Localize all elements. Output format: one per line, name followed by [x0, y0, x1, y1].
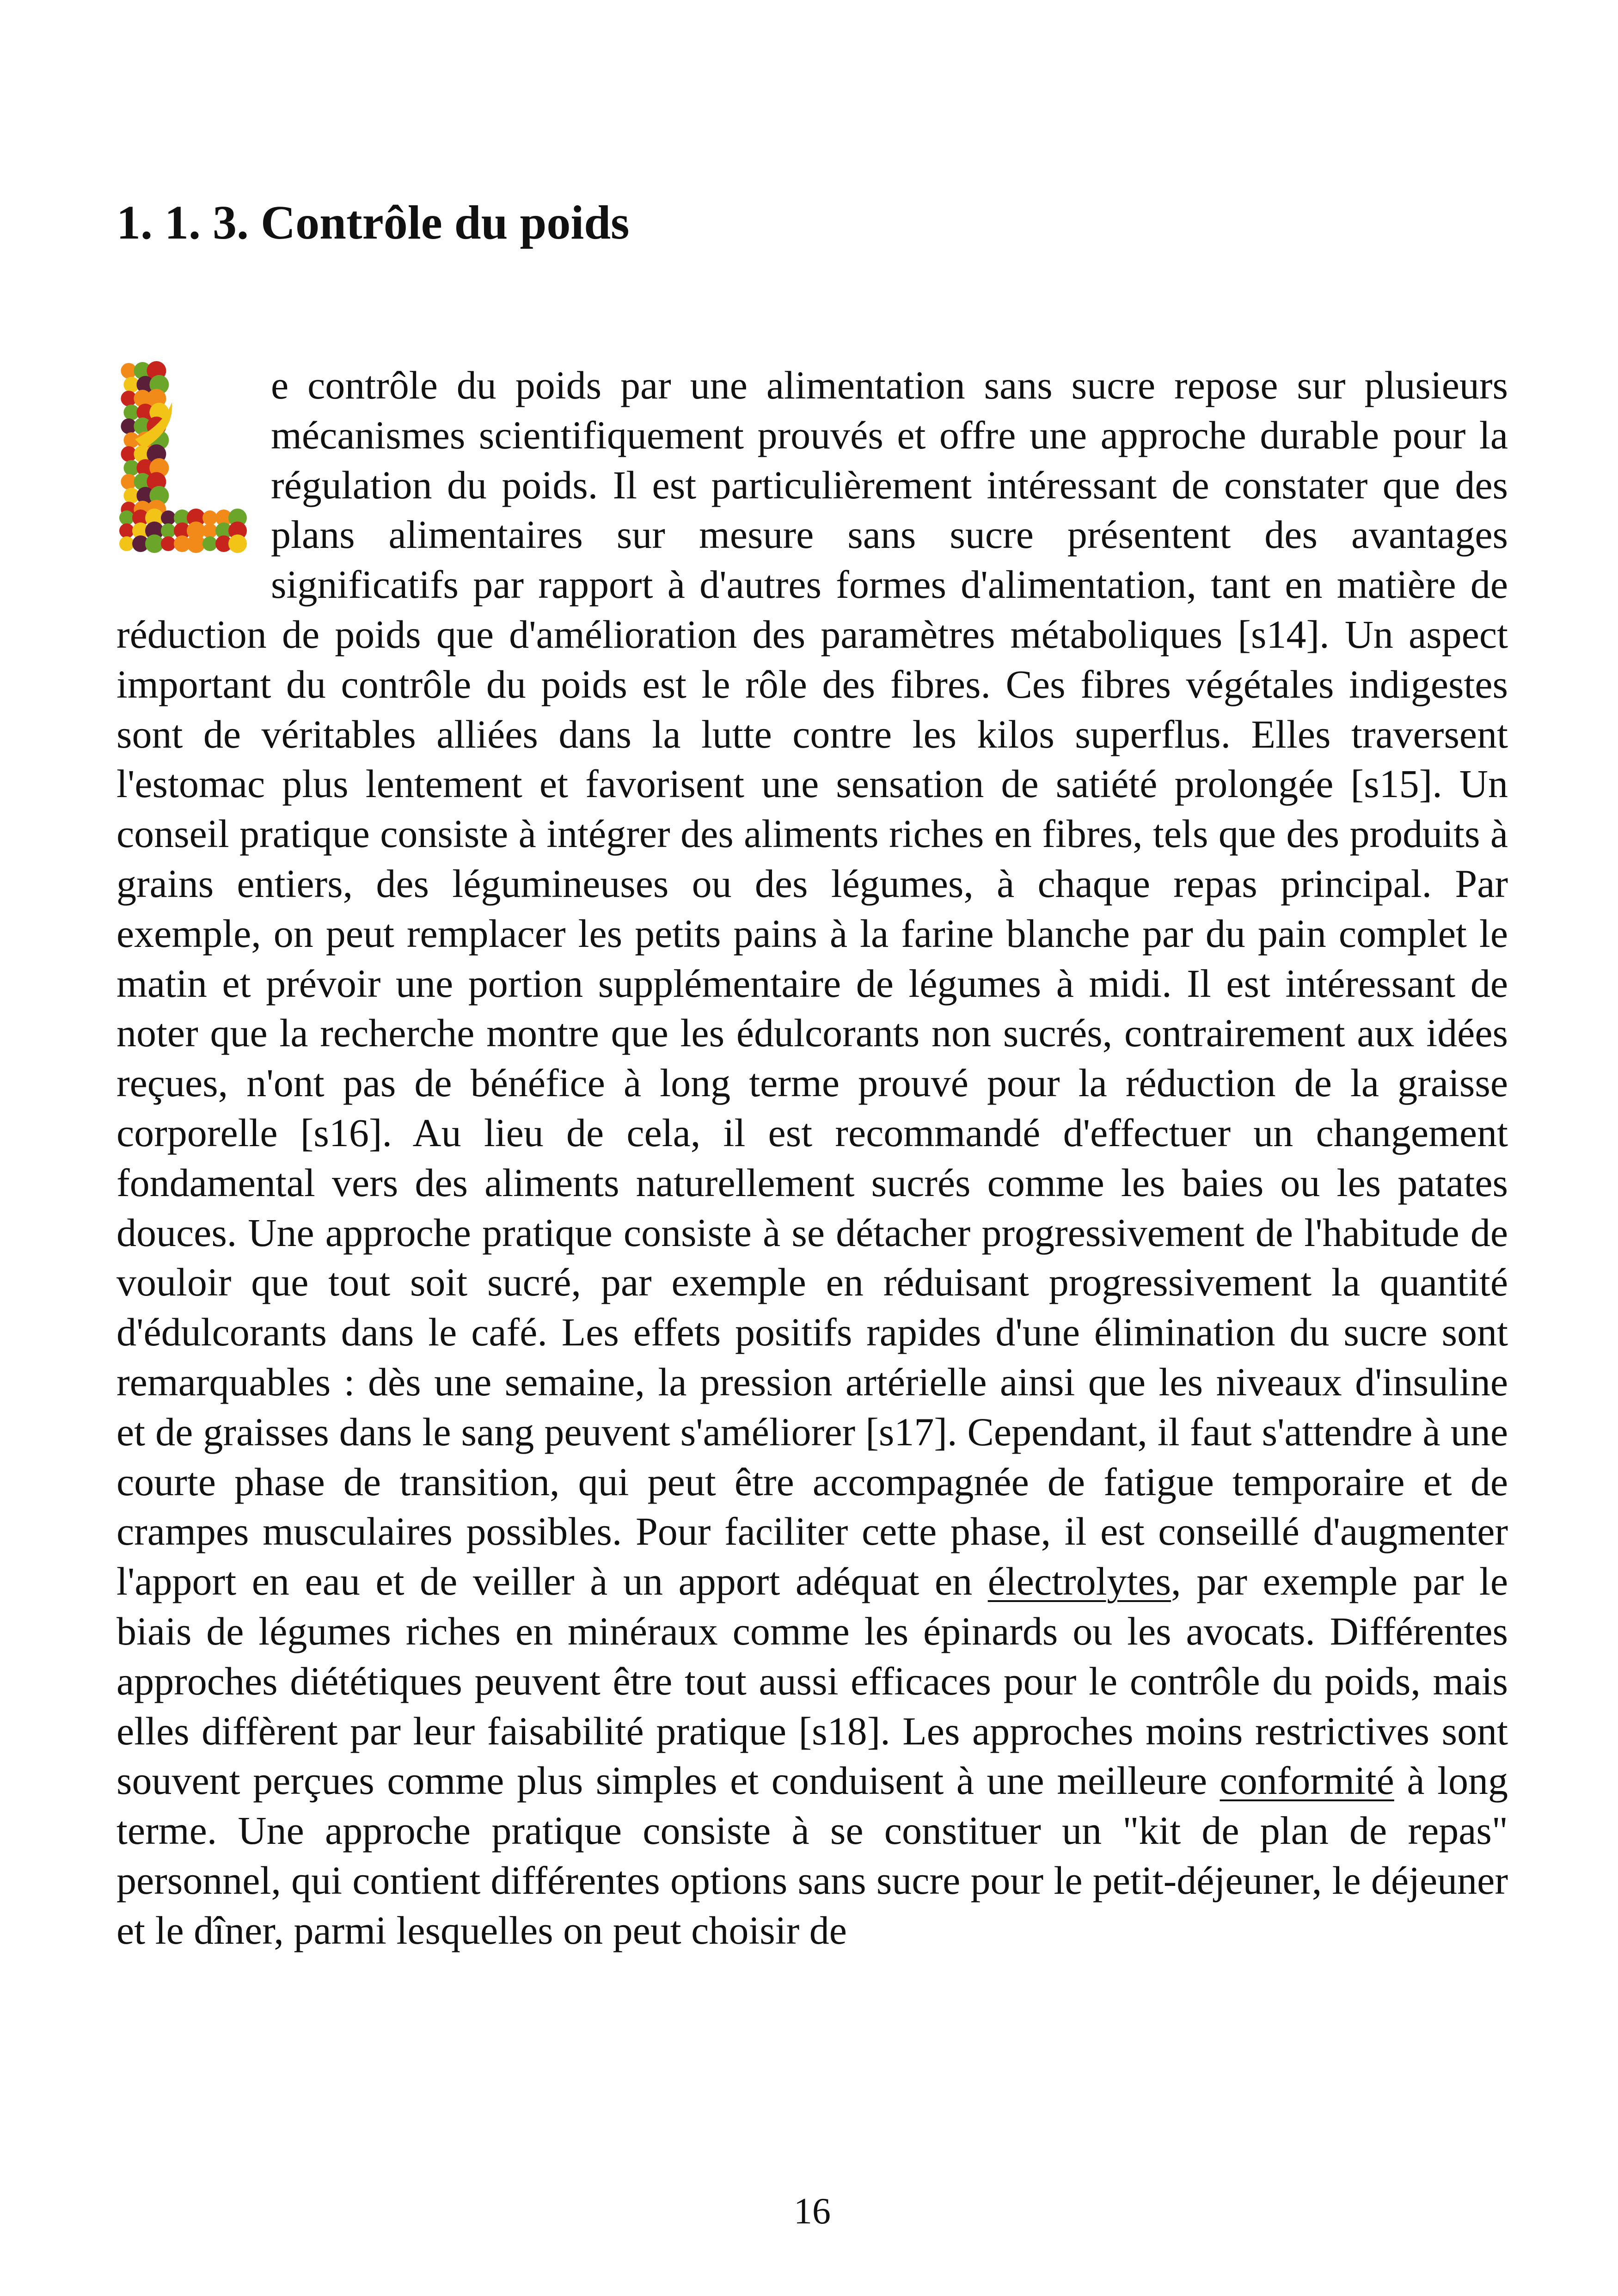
document-page [116, 0, 1508, 2296]
drop-cap-fruit-letter-image [116, 361, 255, 564]
body-text-part-1: e contrôle du poids par une alimentation sans sucre repose sur plusieurs mécanismes scientifiquement prouvés et offre une approche durable pour la régulation du poids. Il est particulièrement intéressant de constater que des plans alimentaires sur mesure sans sucre présentent des avantages significatifs par rapport à d'autres formes d'alimentation, tant en matière de réduction de poids que d'amélioration des paramètres métaboliques [s14]. Un aspect important du contrôle du poids est le rôle des fibres. Ces fibres végétales indigestes sont de véritables alliées dans la lutte contre les kilos superflus. Elles traversent l'estomac plus lentement et favorisent une sensation de satiété prolongée [s15]. Un conseil pratique consiste à intégrer des aliments riches en fibres, tels que des produits à grains entiers, des légumineuses ou des légumes, à chaque repas principal. Par exemple, on peut remplacer les petits pains à la farine blanche par du pain complet le matin et prévoir une portion supplémentaire de légumes à midi. Il est intéressant de noter que la recherche montre que les édulcorants non sucrés, contrairement aux idées reçues, n'ont pas de bénéfice à long terme prouvé pour la réduction de la graisse corporelle [s16]. Au lieu de cela, il est recommandé d'effectuer un changement fondamental vers des aliments naturellement sucrés comme les baies ou les patates douces. Une approche pratique consiste à se détacher progressivement de l'habitude de vouloir que tout soit sucré, par exemple en réduisant progressivement la quantité d'édulcorants dans le café. Les effets positifs rapides d'une élimination du sucre sont remarquables : dès une semaine, la pression artérielle ainsi que les niveaux d'insuline et de graisses dans le sang peuvent s'améliorer [s17]. Cependant, il faut s'attendre à une courte phase de transition, qui peut être accompagnée de fatigue temporaire et de crampes musculaires possibles. Pour faciliter cette phase, il est conseillé d'augmenter l'apport en eau et de veiller à un apport adéquat en [116, 363, 1508, 1604]
fruit-piece-icon [119, 510, 134, 525]
fruit-piece-icon [119, 536, 134, 551]
term-electrolytes: électrolytes [987, 1559, 1171, 1604]
fruit-piece-icon [161, 523, 176, 538]
body-paragraph [116, 361, 1508, 1956]
fruit-piece-icon [202, 523, 217, 538]
section-title: 1. 1. 3. Contrôle du poids [116, 196, 630, 249]
term-conformite: conformité [1220, 1758, 1394, 1803]
fruit-piece-icon [202, 536, 217, 551]
fruit-piece-icon [161, 536, 176, 551]
body-text-part-2: , par exemple par le biais de légumes riches en minéraux comme les épinards ou les avocats. Différentes approches diététiques peuvent être tout aussi efficaces pour le contrôle du poids, mais elles diffèrent par leur faisabilité pratique [s18]. Les approches moins restrictives sont souvent perçues comme plus simples et conduisent à une meilleure [116, 1559, 1508, 1803]
page-number: 16 [794, 2191, 831, 2232]
fruit-letter-l-icon [116, 361, 255, 564]
fruit-piece-icon [119, 523, 134, 538]
fruit-piece-icon [161, 510, 176, 525]
fruit-piece-icon [202, 510, 217, 525]
fruit-piece-icon [228, 534, 247, 553]
body-text-part-3: à long terme. Une approche pratique consiste à se constituer un "kit de plan de repas" personnel, qui contient différentes options sans sucre pour le petit-déjeuner, le déjeuner et le dîner, parmi lesquelles on peut choisir de [116, 1758, 1508, 1952]
